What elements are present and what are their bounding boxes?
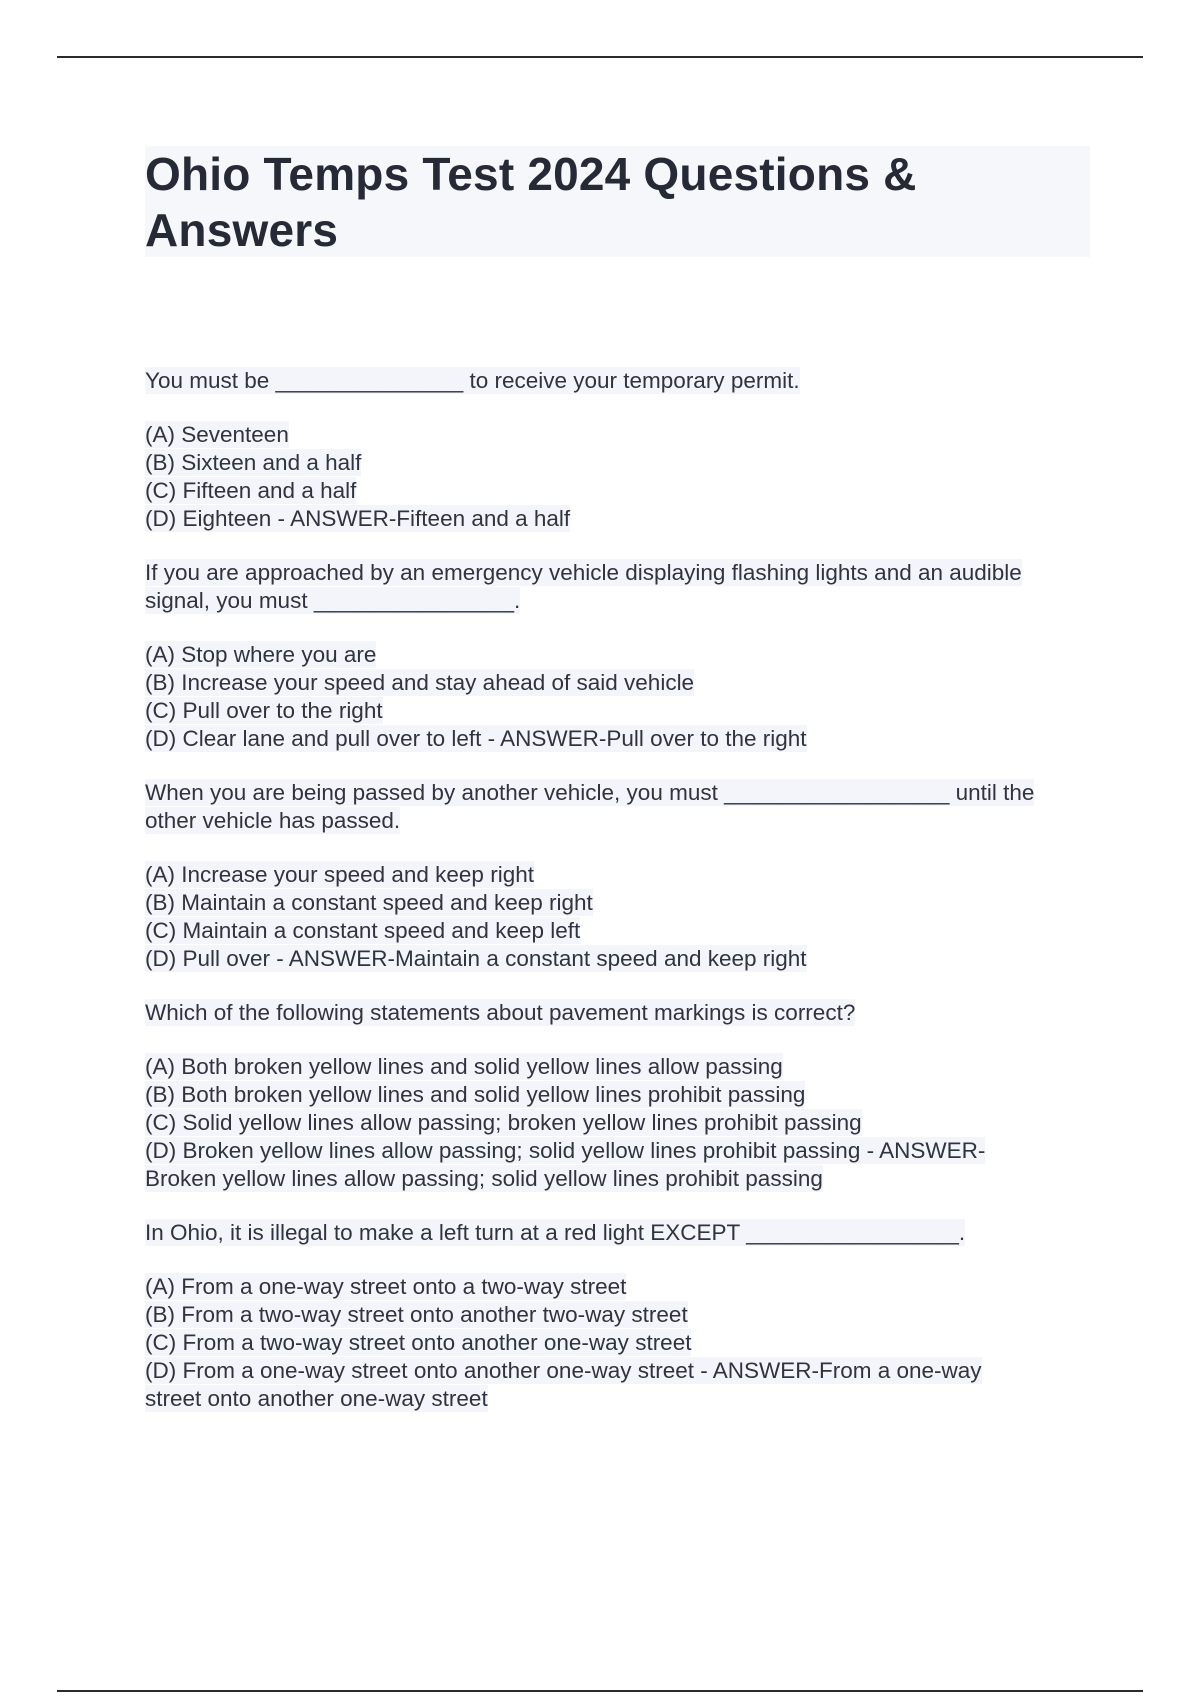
option-line: (C) Pull over to the right: [145, 698, 383, 723]
question-line: When you are being passed by another vehicle, you must __________________ until the: [145, 780, 1035, 805]
question-4: [145, 999, 1090, 1027]
qa-item-3: [145, 779, 1090, 973]
question-line: signal, you must ________________.: [145, 588, 521, 613]
options-3: [145, 861, 1090, 973]
option-line: (B) Maintain a constant speed and keep right: [145, 890, 593, 915]
option-line: (B) Sixteen and a half: [145, 450, 362, 475]
option-line: (B) Both broken yellow lines and solid yellow lines prohibit passing: [145, 1082, 806, 1107]
question-line: If you are approached by an emergency vehicle displaying flashing lights and an audible: [145, 560, 1022, 585]
question-line: other vehicle has passed.: [145, 808, 401, 833]
qa-list: [145, 367, 1090, 1439]
option-line: (D) From a one-way street onto another one-way street - ANSWER-From a one-way: [145, 1358, 982, 1383]
question-2: [145, 559, 1090, 615]
qa-item-4: [145, 999, 1090, 1193]
option-line: (A) From a one-way street onto a two-way street: [145, 1274, 627, 1299]
option-line: (B) From a two-way street onto another two-way street: [145, 1302, 688, 1327]
qa-item-1: [145, 367, 1090, 533]
question-line: Which of the following statements about pavement markings is correct?: [145, 1000, 856, 1025]
question-line: In Ohio, it is illegal to make a left turn at a red light EXCEPT _________________.: [145, 1220, 966, 1245]
options-1: [145, 421, 1090, 533]
bottom-rule: [57, 1690, 1143, 1692]
option-line: (D) Pull over - ANSWER-Maintain a constant speed and keep right: [145, 946, 807, 971]
option-line: (D) Clear lane and pull over to left - ANSWER-Pull over to the right: [145, 726, 807, 751]
qa-item-2: [145, 559, 1090, 753]
option-line: (C) Solid yellow lines allow passing; broken yellow lines prohibit passing: [145, 1110, 862, 1135]
qa-item-5: [145, 1219, 1090, 1413]
option-line: (D) Broken yellow lines allow passing; solid yellow lines prohibit passing - ANSWER-: [145, 1138, 986, 1163]
option-line: (C) From a two-way street onto another one-way street: [145, 1330, 692, 1355]
question-3: [145, 779, 1090, 835]
question-line: You must be _______________ to receive your temporary permit.: [145, 368, 800, 393]
options-4: [145, 1053, 1090, 1193]
page-title: Ohio Temps Test 2024 Questions & Answers: [145, 148, 917, 256]
option-line: (C) Fifteen and a half: [145, 478, 357, 503]
option-line: Broken yellow lines allow passing; solid yellow lines prohibit passing: [145, 1166, 823, 1191]
option-line: street onto another one-way street: [145, 1386, 488, 1411]
option-line: (A) Increase your speed and keep right: [145, 862, 534, 887]
option-line: (A) Both broken yellow lines and solid yellow lines allow passing: [145, 1054, 783, 1079]
option-line: (C) Maintain a constant speed and keep left: [145, 918, 581, 943]
question-1: [145, 367, 1090, 395]
option-line: (A) Seventeen: [145, 422, 289, 447]
options-5: [145, 1273, 1090, 1413]
option-line: (D) Eighteen - ANSWER-Fifteen and a half: [145, 506, 571, 531]
option-line: (A) Stop where you are: [145, 642, 377, 667]
top-rule: [57, 56, 1143, 58]
question-5: [145, 1219, 1090, 1247]
options-2: [145, 641, 1090, 753]
option-line: (B) Increase your speed and stay ahead of said vehicle: [145, 670, 695, 695]
